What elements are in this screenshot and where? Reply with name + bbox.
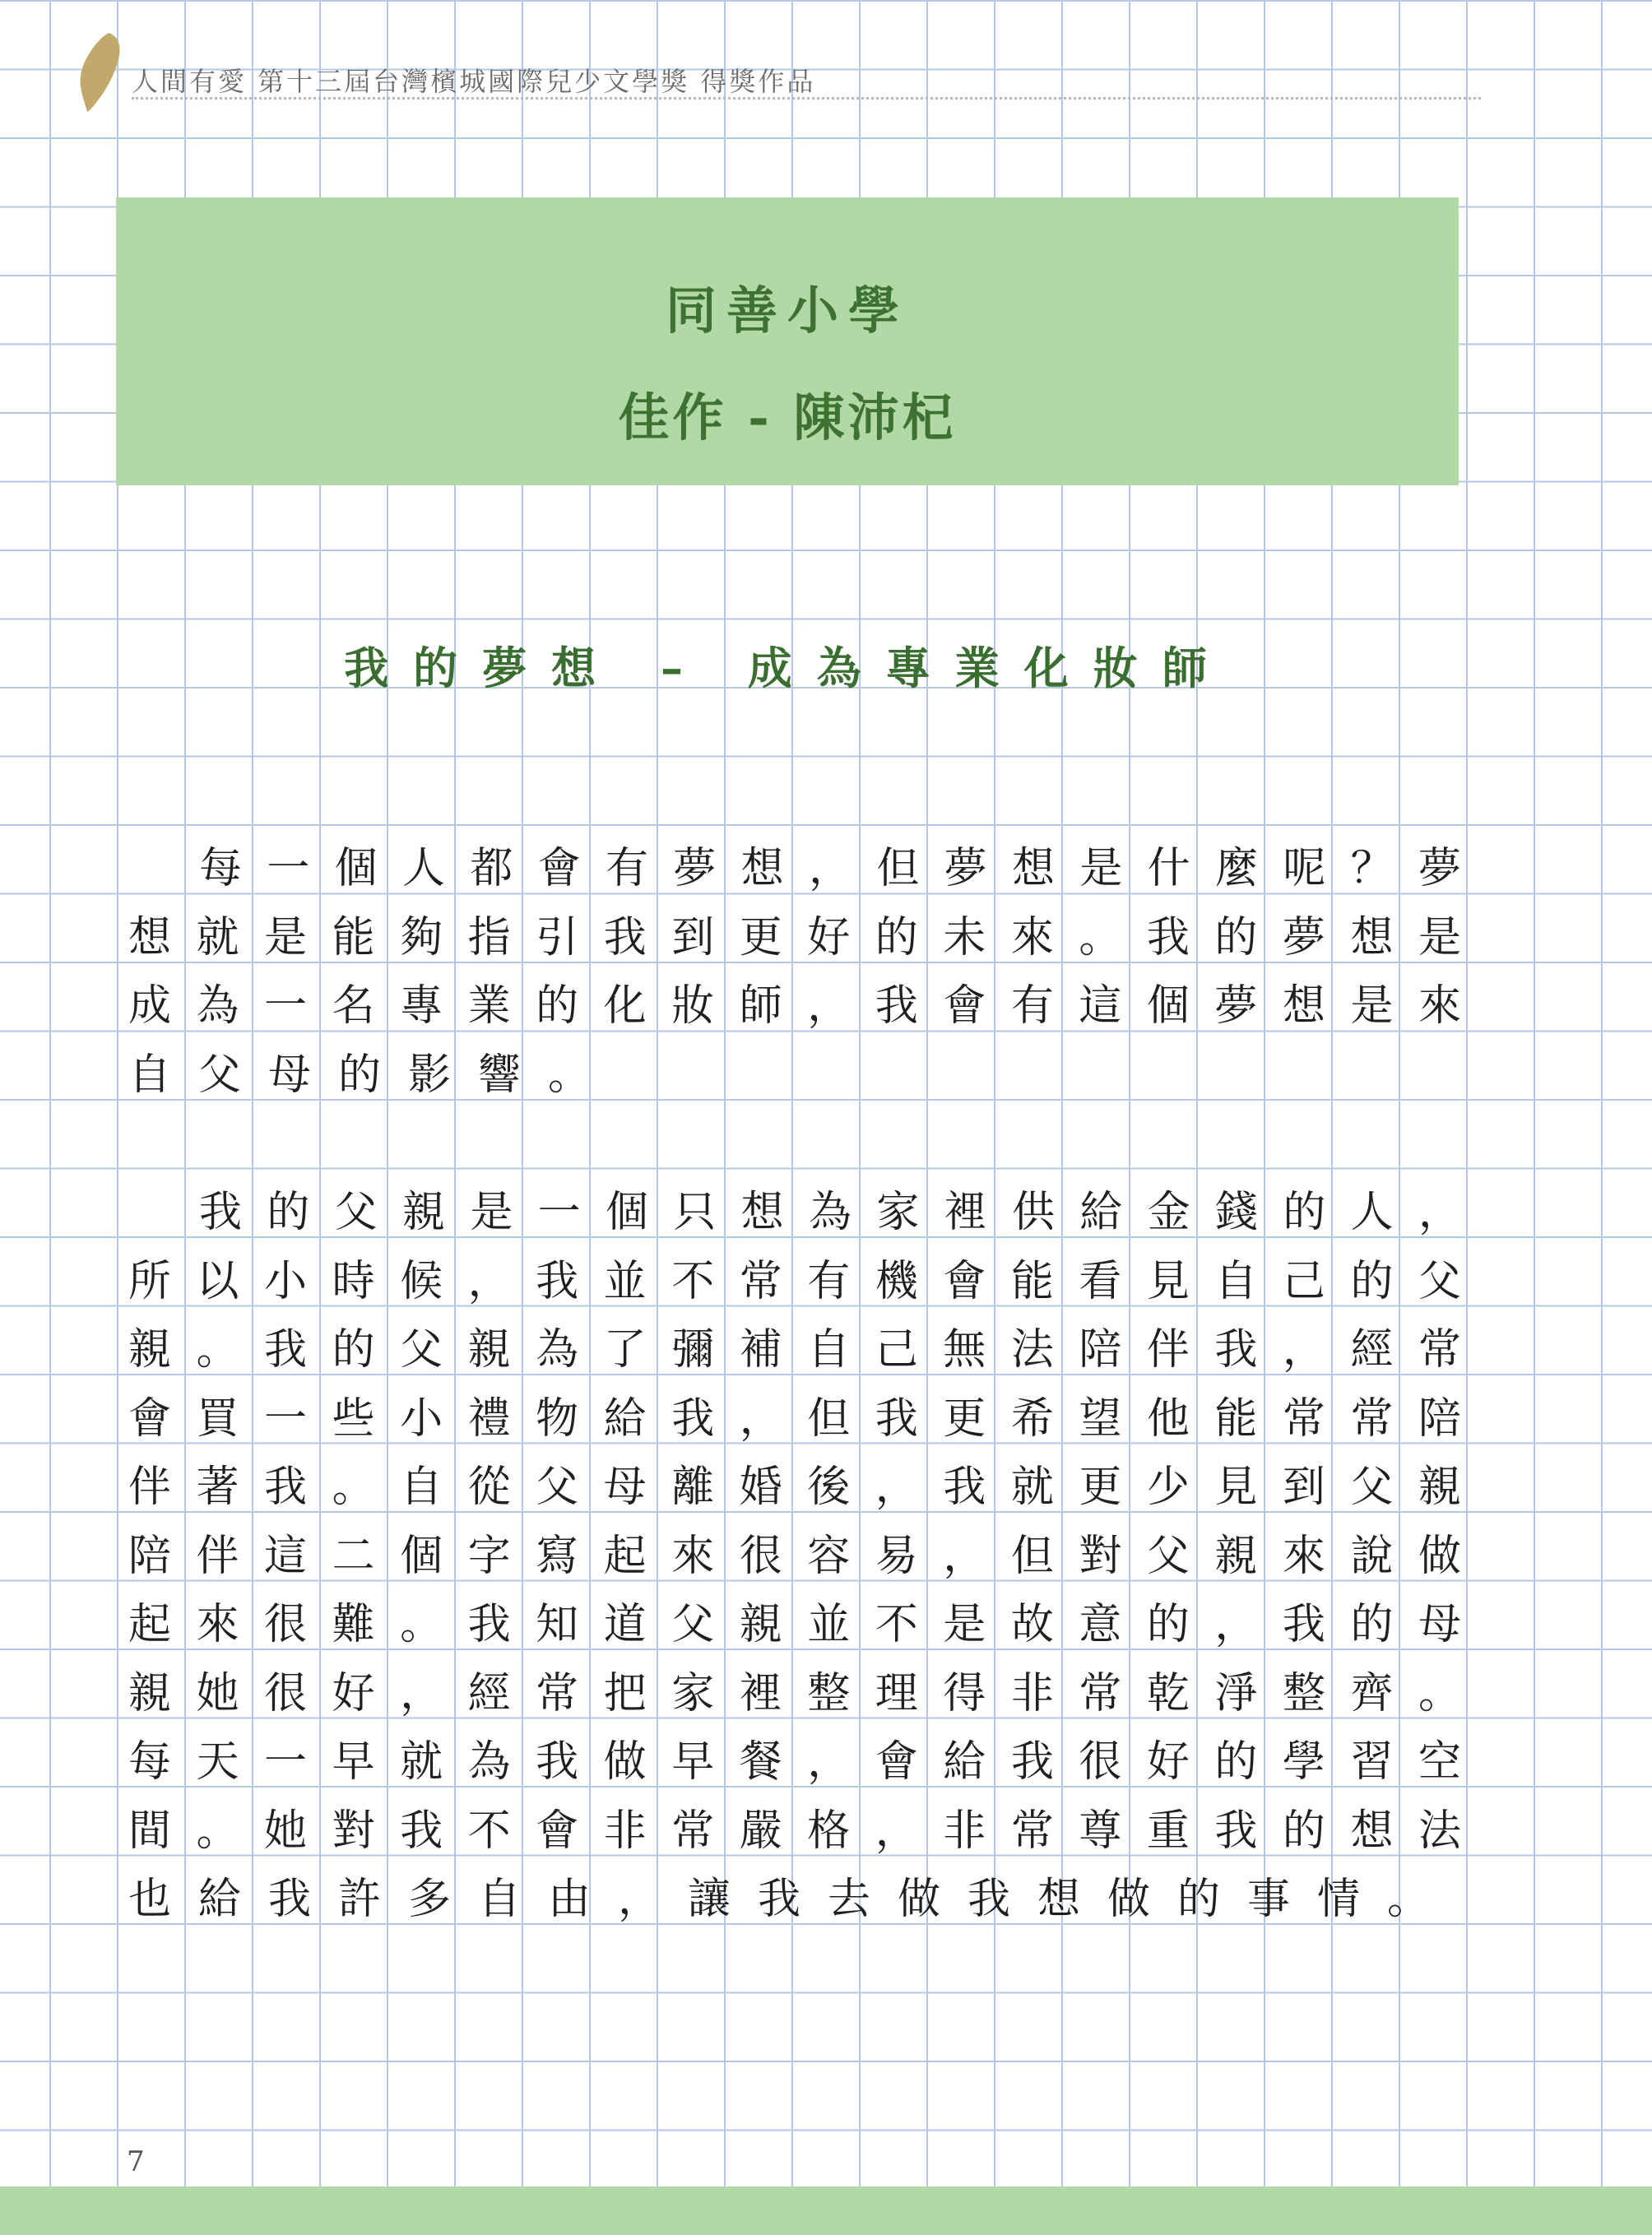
essay-line: 每一個人都會有夢想，但夢想是什麼呢？夢 — [199, 844, 1461, 893]
essay-line: 伴著我。自從父母離婚後，我就更少見到父親 — [128, 1463, 1461, 1512]
essay-line: 自父母的影響。 — [128, 1050, 619, 1100]
essay-line: 每天一早就為我做早餐，會給我很好的學習空 — [128, 1737, 1461, 1787]
essay-title: 我的夢想 – 成為專業化妝師 — [344, 642, 1232, 694]
header-divider — [132, 97, 1481, 100]
page-number: 7 — [127, 2145, 145, 2178]
essay-line: 想就是能夠指引我到更好的未來。我的夢想是 — [128, 912, 1461, 962]
footer-band — [0, 2186, 1652, 2235]
award-and-author: 佳作 - 陳沛杞 — [618, 387, 957, 447]
taiwan-leaf-icon — [76, 31, 125, 114]
essay-line: 也給我許多自由，讓我去做我想做的事情。 — [128, 1875, 1458, 1924]
school-name: 同善小學 — [665, 281, 909, 341]
essay-line: 所以小時候，我並不常有機會能看見自己的父 — [128, 1256, 1461, 1306]
essay-line: 間。她對我不會非常嚴格，非常尊重我的想法 — [128, 1806, 1461, 1856]
title-banner — [116, 197, 1459, 485]
essay-paragraph-2 — [128, 1179, 1461, 1935]
essay-line: 我的父親是一個只想為家裡供給金錢的人， — [199, 1188, 1461, 1237]
essay-line: 會買一些小禮物給我，但我更希望他能常常陪 — [128, 1393, 1461, 1444]
essay-line: 陪伴這二個字寫起來很容易，但對父親來說做 — [128, 1531, 1461, 1581]
running-header: 人間有愛 第十三屆台灣檳城國際兒少文學獎 得獎作品 — [132, 66, 816, 97]
essay-paragraph-1 — [128, 835, 1461, 1110]
essay-line: 親。我的父親為了彌補自己無法陪伴我，經常 — [128, 1325, 1461, 1375]
essay-line: 起來很難。我知道父親並不是故意的，我的母 — [128, 1600, 1461, 1649]
essay-line: 成為一名專業的化妝師，我會有這個夢想是來 — [128, 981, 1461, 1031]
essay-line: 親她很好，經常把家裡整理得非常乾淨整齊。 — [128, 1668, 1461, 1718]
